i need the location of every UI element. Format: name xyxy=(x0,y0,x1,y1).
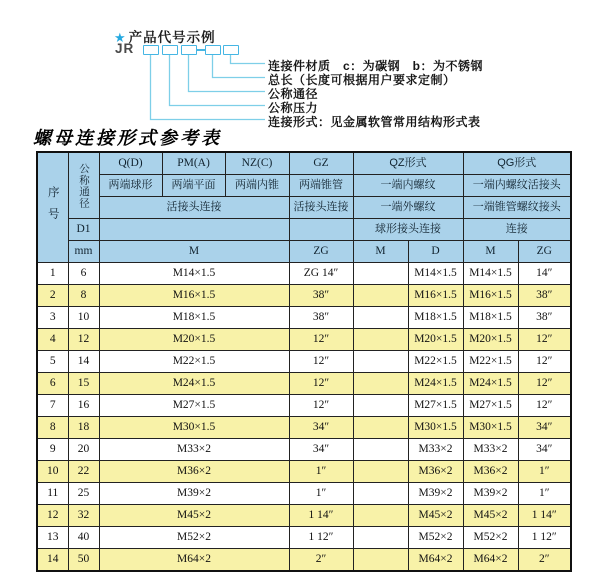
cell-qz-d: M24×1.5 xyxy=(408,373,463,395)
table-row xyxy=(37,461,571,483)
cell-thread-zg: ZG 14″ xyxy=(289,263,353,285)
cell-seq: 12 xyxy=(37,505,68,527)
cell-mm: 22 xyxy=(68,461,99,483)
cell-thread-zg: 12″ xyxy=(289,395,353,417)
header-qz-desc2: 一端外螺纹 xyxy=(353,197,463,219)
header-type-pma: PM(A) xyxy=(162,152,225,175)
header-type-qz: QZ形式 xyxy=(353,152,463,175)
label-total-length: 总长（长度可根据用户要求定制） xyxy=(268,73,456,87)
cell-qz-m xyxy=(353,395,408,417)
cell-thread-zg: 2″ xyxy=(289,549,353,572)
cell-seq: 8 xyxy=(37,417,68,439)
header-qd-desc: 两端球形 xyxy=(99,175,162,197)
cell-thread-m: M14×1.5 xyxy=(99,263,289,285)
cell-qz-d: M36×2 xyxy=(408,461,463,483)
cell-qz-m xyxy=(353,483,408,505)
table-title: 螺母连接形式参考表 xyxy=(33,128,222,149)
cell-qg-m: M24×1.5 xyxy=(463,373,518,395)
cell-qz-m xyxy=(353,307,408,329)
cell-thread-m: M20×1.5 xyxy=(99,329,289,351)
cell-qg-m: M64×2 xyxy=(463,549,518,572)
cell-thread-zg: 1″ xyxy=(289,461,353,483)
label-nominal-diameter: 公称通径 xyxy=(268,87,319,101)
cell-seq: 3 xyxy=(37,307,68,329)
table-row xyxy=(37,329,571,351)
cell-seq: 13 xyxy=(37,527,68,549)
cell-qz-m xyxy=(353,461,408,483)
cell-qg-zg: 38″ xyxy=(518,285,571,307)
header-qg-desc1: 一端内螺纹活接头 xyxy=(463,175,571,197)
cell-qg-zg: 1 14″ xyxy=(518,505,571,527)
table-row xyxy=(37,527,571,549)
cell-mm: 6 xyxy=(68,263,99,285)
cell-qg-zg: 14″ xyxy=(518,263,571,285)
cell-qg-zg: 12″ xyxy=(518,329,571,351)
cell-thread-m: M24×1.5 xyxy=(99,373,289,395)
cell-mm: 32 xyxy=(68,505,99,527)
header-blank-gz xyxy=(289,219,353,241)
cell-seq: 11 xyxy=(37,483,68,505)
table-row xyxy=(37,351,571,373)
header-nzc-desc: 两端内锥 xyxy=(225,175,289,197)
code-box-3 xyxy=(181,45,197,55)
header-nominal-diameter: 公称通径 xyxy=(68,152,99,219)
cell-thread-zg: 34″ xyxy=(289,439,353,461)
header-union-connection: 活接头连接 xyxy=(99,197,289,219)
cell-qg-zg: 1″ xyxy=(518,483,571,505)
header-ball-joint-connection: 球形接头连接 xyxy=(353,219,463,241)
cell-thread-zg: 1 12″ xyxy=(289,527,353,549)
code-box-1 xyxy=(143,45,159,55)
table-row xyxy=(37,395,571,417)
header-type-qg: QG形式 xyxy=(463,152,571,175)
cell-seq: 1 xyxy=(37,263,68,285)
cell-qz-m xyxy=(353,549,408,572)
cell-mm: 10 xyxy=(68,307,99,329)
label-nominal-pressure: 公称压力 xyxy=(268,101,319,115)
cell-mm: 8 xyxy=(68,285,99,307)
diagram-title-text: 产品代号示例 xyxy=(128,30,216,45)
cell-thread-m: M22×1.5 xyxy=(99,351,289,373)
cell-qz-m xyxy=(353,351,408,373)
star-icon: ★ xyxy=(114,30,127,45)
label-material: 连接件材质 c：为碳钢 b：为不锈钢 xyxy=(268,59,484,73)
table-row xyxy=(37,307,571,329)
cell-thread-m: M33×2 xyxy=(99,439,289,461)
cell-mm: 20 xyxy=(68,439,99,461)
table-row xyxy=(37,439,571,461)
header-d1: D1 xyxy=(68,219,99,241)
cell-qz-d: M64×2 xyxy=(408,549,463,572)
cell-qg-zg: 12″ xyxy=(518,373,571,395)
cell-qg-m: M18×1.5 xyxy=(463,307,518,329)
code-box-2 xyxy=(162,45,178,55)
cell-qg-m: M36×2 xyxy=(463,461,518,483)
header-qz-m: M xyxy=(353,241,408,263)
cell-qg-m: M22×1.5 xyxy=(463,351,518,373)
table-row xyxy=(37,285,571,307)
cell-mm: 16 xyxy=(68,395,99,417)
header-qz-desc1: 一端内螺纹 xyxy=(353,175,463,197)
cell-qg-zg: 1″ xyxy=(518,461,571,483)
cell-seq: 14 xyxy=(37,549,68,572)
cell-thread-m: M16×1.5 xyxy=(99,285,289,307)
table-header xyxy=(37,152,571,263)
table-row xyxy=(37,505,571,527)
header-type-gz: GZ xyxy=(289,152,353,175)
cell-seq: 4 xyxy=(37,329,68,351)
table-row xyxy=(37,483,571,505)
cell-qz-m xyxy=(353,285,408,307)
header-mm: mm xyxy=(68,241,99,263)
cell-thread-zg: 38″ xyxy=(289,285,353,307)
code-dash xyxy=(197,49,205,51)
table-row xyxy=(37,417,571,439)
cell-thread-zg: 12″ xyxy=(289,351,353,373)
cell-qg-m: M52×2 xyxy=(463,527,518,549)
cell-mm: 15 xyxy=(68,373,99,395)
cell-seq: 9 xyxy=(37,439,68,461)
cell-qz-d: M52×2 xyxy=(408,527,463,549)
cell-qg-zg: 34″ xyxy=(518,417,571,439)
cell-mm: 18 xyxy=(68,417,99,439)
cell-thread-zg: 38″ xyxy=(289,307,353,329)
header-qg-m: M xyxy=(463,241,518,263)
cell-thread-m: M64×2 xyxy=(99,549,289,572)
cell-qg-zg: 38″ xyxy=(518,307,571,329)
cell-qz-m xyxy=(353,527,408,549)
cell-qz-d: M39×2 xyxy=(408,483,463,505)
cell-qg-zg: 2″ xyxy=(518,549,571,572)
header-type-nzc: NZ(C) xyxy=(225,152,289,175)
header-qg-desc2: 一端锥管螺纹接头 xyxy=(463,197,571,219)
cell-qg-zg: 12″ xyxy=(518,395,571,417)
cell-thread-m: M18×1.5 xyxy=(99,307,289,329)
header-pma-desc: 两端平面 xyxy=(162,175,225,197)
cell-mm: 25 xyxy=(68,483,99,505)
cell-qz-m xyxy=(353,329,408,351)
header-thread-m: M xyxy=(99,241,289,263)
cell-qz-m xyxy=(353,373,408,395)
header-gz-desc: 两端锥管 xyxy=(289,175,353,197)
cell-mm: 12 xyxy=(68,329,99,351)
cell-thread-m: M36×2 xyxy=(99,461,289,483)
cell-thread-zg: 1″ xyxy=(289,483,353,505)
cell-qz-d: M45×2 xyxy=(408,505,463,527)
cell-qg-m: M27×1.5 xyxy=(463,395,518,417)
cell-thread-zg: 12″ xyxy=(289,373,353,395)
header-seq: 序号 xyxy=(37,152,68,263)
cell-thread-zg: 1 14″ xyxy=(289,505,353,527)
cell-seq: 7 xyxy=(37,395,68,417)
cell-qz-d: M33×2 xyxy=(408,439,463,461)
cell-thread-m: M30×1.5 xyxy=(99,417,289,439)
cell-qz-d: M16×1.5 xyxy=(408,285,463,307)
cell-qz-m xyxy=(353,417,408,439)
cell-thread-m: M27×1.5 xyxy=(99,395,289,417)
cell-qz-d: M14×1.5 xyxy=(408,263,463,285)
cell-seq: 5 xyxy=(37,351,68,373)
cell-qg-zg: 1 12″ xyxy=(518,527,571,549)
header-qg-zg: ZG xyxy=(518,241,571,263)
cell-seq: 2 xyxy=(37,285,68,307)
header-gz-union: 活接头连接 xyxy=(289,197,353,219)
nut-connection-reference-table xyxy=(36,151,572,572)
cell-seq: 6 xyxy=(37,373,68,395)
cell-qz-d: M22×1.5 xyxy=(408,351,463,373)
cell-qz-d: M20×1.5 xyxy=(408,329,463,351)
header-thread-zg: ZG xyxy=(289,241,353,263)
cell-qz-m xyxy=(353,263,408,285)
table-row xyxy=(37,263,571,285)
cell-mm: 40 xyxy=(68,527,99,549)
cell-qg-m: M14×1.5 xyxy=(463,263,518,285)
cell-qg-m: M30×1.5 xyxy=(463,417,518,439)
cell-qg-zg: 34″ xyxy=(518,439,571,461)
cell-qg-m: M39×2 xyxy=(463,483,518,505)
cell-mm: 14 xyxy=(68,351,99,373)
cell-mm: 50 xyxy=(68,549,99,572)
header-type-qd: Q(D) xyxy=(99,152,162,175)
cell-thread-m: M39×2 xyxy=(99,483,289,505)
table-body xyxy=(37,263,571,572)
code-box-4 xyxy=(205,45,221,55)
cell-qz-d: M27×1.5 xyxy=(408,395,463,417)
code-box-5 xyxy=(223,45,239,55)
table-row xyxy=(37,373,571,395)
label-connection-form: 连接形式：见金属软管常用结构形式表 xyxy=(268,115,481,129)
header-blank-m xyxy=(99,219,289,241)
cell-qg-m: M45×2 xyxy=(463,505,518,527)
cell-thread-m: M52×2 xyxy=(99,527,289,549)
cell-qg-m: M16×1.5 xyxy=(463,285,518,307)
header-connection: 连接 xyxy=(463,219,571,241)
cell-qg-m: M33×2 xyxy=(463,439,518,461)
cell-qg-zg: 12″ xyxy=(518,351,571,373)
cell-qg-m: M20×1.5 xyxy=(463,329,518,351)
cell-qz-d: M30×1.5 xyxy=(408,417,463,439)
header-qz-d: D xyxy=(408,241,463,263)
cell-qz-d: M18×1.5 xyxy=(408,307,463,329)
cell-qz-m xyxy=(353,439,408,461)
cell-qz-m xyxy=(353,505,408,527)
cell-thread-zg: 12″ xyxy=(289,329,353,351)
cell-thread-m: M45×2 xyxy=(99,505,289,527)
table-row xyxy=(37,549,571,572)
cell-thread-zg: 34″ xyxy=(289,417,353,439)
cell-seq: 10 xyxy=(37,461,68,483)
product-code-prefix: JR xyxy=(115,41,135,56)
